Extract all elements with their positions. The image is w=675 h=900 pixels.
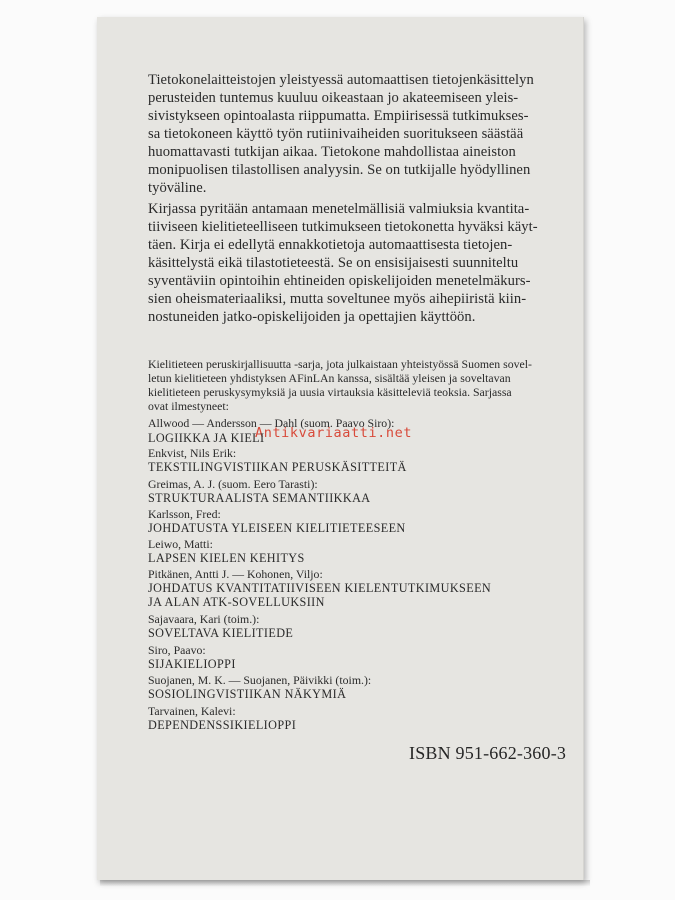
book-title: JOHDATUSTA YLEISEEN KIELITIETEESEEN (148, 521, 406, 535)
paragraph-1-line: Tietokonelaitteistojen yleistyessä automaattisen tietojenkäsittelyn (148, 72, 534, 88)
paragraph-1-line: sa tietokoneen käyttö työn rutiinivaiheiden suoritukseen säästää (148, 126, 524, 142)
book-title: SIJAKIELIOPPI (148, 657, 236, 671)
book-title: SOSIOLINGVISTIIKAN NÄKYMIÄ (148, 687, 347, 701)
book-title: JOHDATUS KVANTITATIIVISEEN KIELENTUTKIMUKSEEN (148, 581, 492, 595)
paragraph-2-line: syventäviin opintoihin ehtineiden opiskelijoiden menetelmäkurs- (148, 273, 531, 289)
series-intro-line: letun kielitieteen yhdistyksen AFinLAn kanssa, sisältää yleisen ja soveltavan (148, 371, 511, 385)
book-title: LAPSEN KIELEN KEHITYS (148, 551, 305, 565)
book-title: DEPENDENSSIKIELIOPPI (148, 718, 297, 732)
book-author: Pitkänen, Antti J. — Kohonen, Viljo: (148, 567, 323, 581)
book-author: Greimas, A. J. (suom. Eero Tarasti): (148, 477, 318, 491)
book-title: TEKSTILINGVISTIIKAN PERUSKÄSITTEITÄ (148, 460, 407, 474)
paragraph-2-line: täen. Kirja ei edellytä ennakkotietoja automaattisesta tietojen- (148, 237, 513, 253)
book-title: JA ALAN ATK-SOVELLUKSIIN (148, 595, 325, 609)
book-title: SOVELTAVA KIELITIEDE (148, 626, 294, 640)
watermark: Antikvariaatti.net (255, 425, 413, 441)
paragraph-1-line: monipuolisen tilastollisen analyysin. Se on tutkijalle hyödyllinen (148, 162, 531, 178)
book-author: Siro, Paavo: (148, 643, 206, 657)
paragraph-2-line: nostuneiden jatko-opiskelijoiden ja opettajien käyttöön. (148, 309, 476, 325)
book-title: STRUKTURAALISTA SEMANTIIKKAA (148, 491, 371, 505)
isbn: ISBN 951-662-360-3 (409, 743, 567, 763)
paragraph-2-line: tiiviseen kielitieteelliseen tutkimukseen tietokonetta hyväksi käyt- (148, 219, 538, 235)
book-author: Enkvist, Nils Erik: (148, 446, 237, 460)
book-title: LOGIIKKA JA KIELI (148, 431, 265, 445)
book-author: Leiwo, Matti: (148, 537, 213, 551)
book-author: Allwood — Andersson — Dahl (suom. Paavo Siro): (148, 416, 395, 430)
book-shadow (100, 880, 590, 886)
paragraph-2-line: käsittelystä eikä tilastotieteestä. Se on ensisijaisesti suunniteltu (148, 255, 519, 271)
paragraph-1-line: huomattavasti tutkijan aikaa. Tietokone mahdollistaa aineiston (148, 144, 516, 160)
paragraph-1-line: sivistykseen opintoalasta riippumatta. Empiirisessä tutkimukses- (148, 108, 529, 124)
paragraph-1-line: työväline. (148, 180, 207, 196)
paragraph-2-line: Kirjassa pyritään antamaan menetelmällisiä valmiuksia kvantita- (148, 201, 530, 217)
paragraph-2-line: sien oheismateriaaliksi, mutta soveltunee myös aihepiiristä kiin- (148, 291, 527, 307)
series-intro-line: Kielitieteen peruskirjallisuutta -sarja, jota julkaistaan yhteistyössä Suomen sovel- (148, 357, 532, 371)
book-author: Sajavaara, Kari (toim.): (148, 612, 260, 626)
paragraph-1-line: perusteiden tuntemus kuuluu oikeastaan jo akateemiseen yleis- (148, 90, 519, 106)
book-author: Tarvainen, Kalevi: (148, 704, 236, 718)
book-author: Karlsson, Fred: (148, 507, 221, 521)
series-intro-line: ovat ilmestyneet: (148, 399, 229, 413)
book-author: Suojanen, M. K. — Suojanen, Päivikki (toim.): (148, 673, 372, 687)
series-intro-line: kielitieteen peruskysymyksiä ja uusia virtauksia käsitteleviä teoksia. Sarjassa (148, 385, 512, 399)
